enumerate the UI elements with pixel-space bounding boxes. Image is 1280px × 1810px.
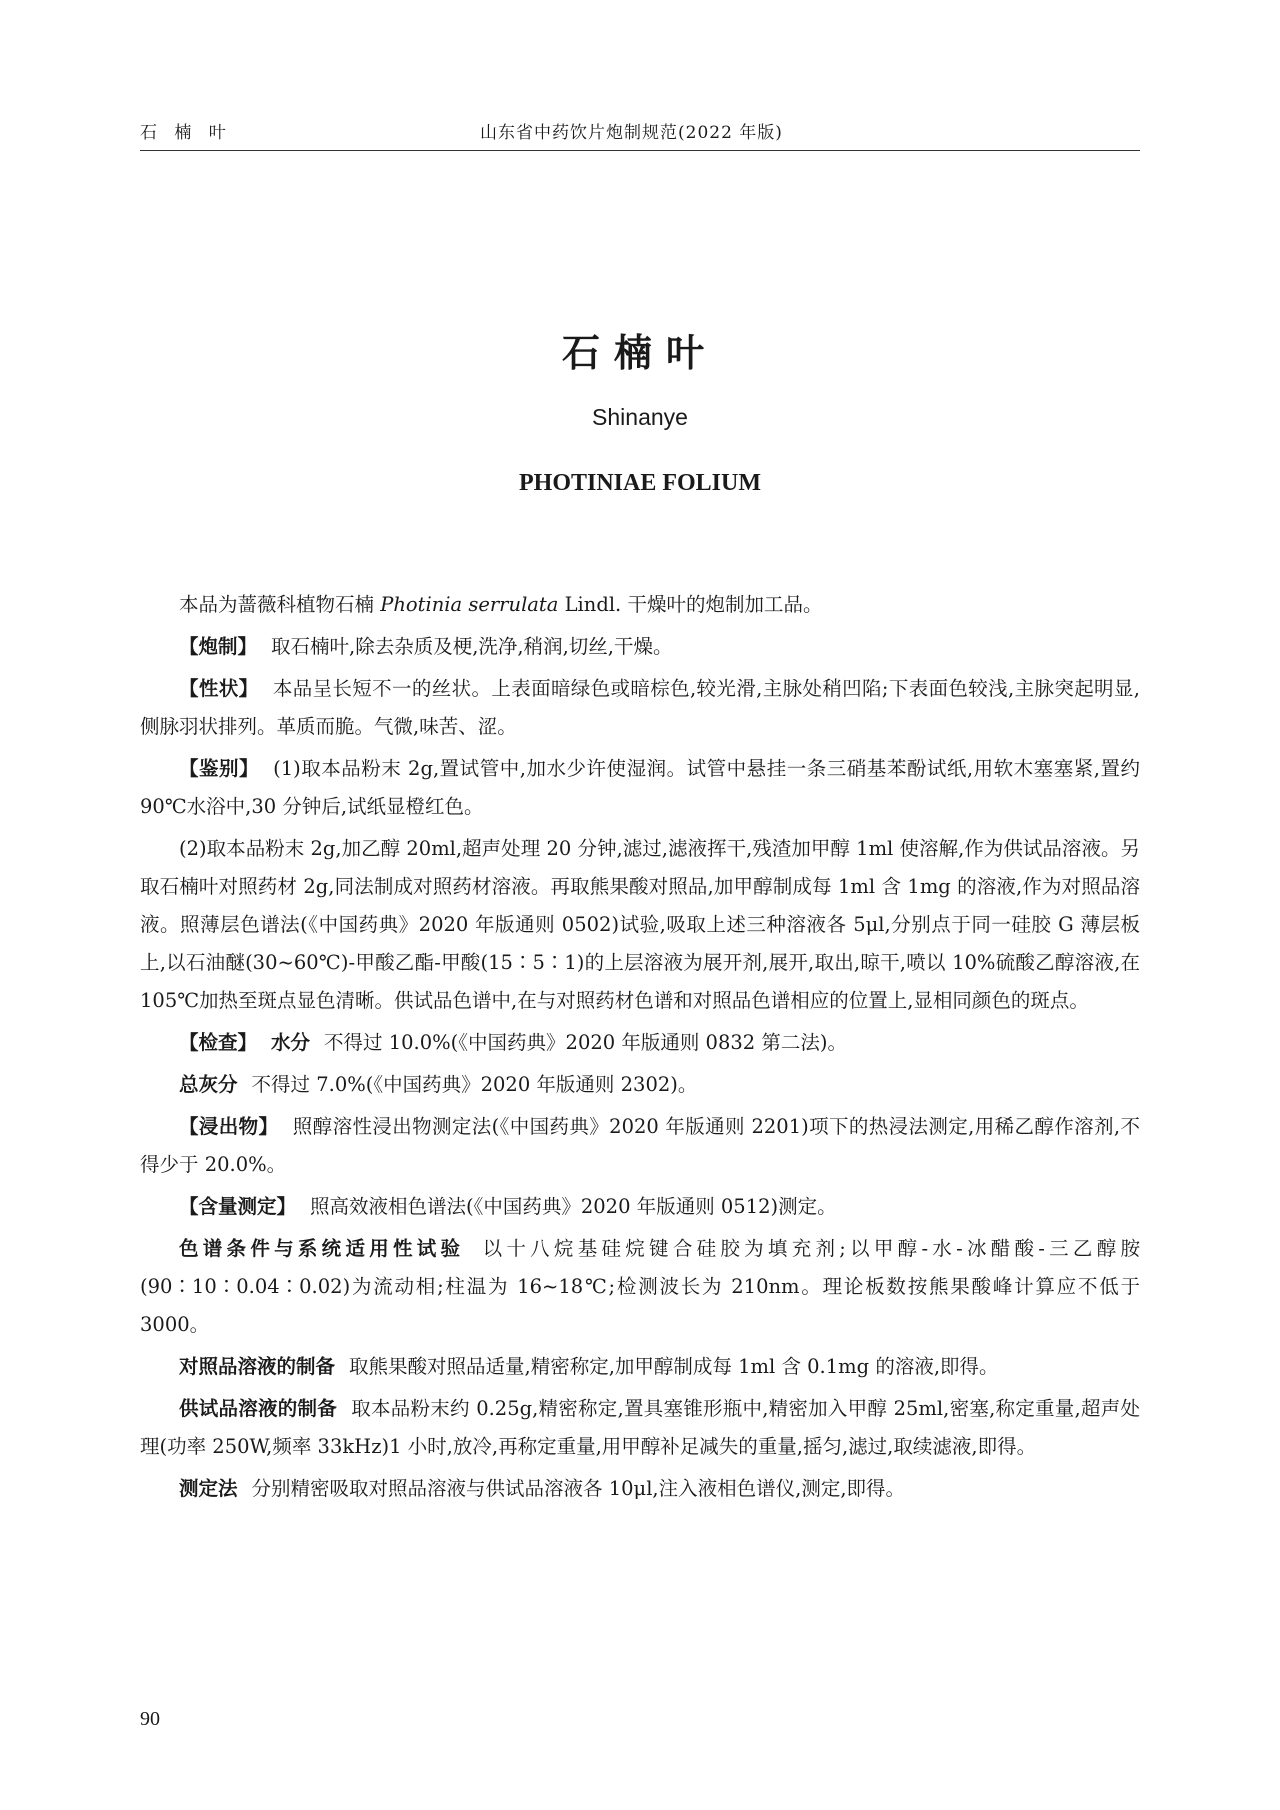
intro-paragraph: [140, 586, 1140, 624]
processing-text: 取石楠叶,除去杂质及梗,洗净,稍润,切丝,干燥。: [271, 635, 673, 658]
characters-label: 【性状】: [179, 677, 259, 700]
intro-text-before: 本品为蔷薇科植物石楠: [179, 593, 381, 616]
assay-text: 照高效液相色谱法(《中国药典》2020 年版通则 0512)测定。: [310, 1195, 837, 1218]
reference-solution-section: [140, 1348, 1140, 1386]
processing-label: 【炮制】: [179, 635, 258, 658]
assay-label: 【含量测定】: [179, 1195, 297, 1218]
running-header: [140, 112, 1140, 148]
identification-text-1: (1)取本品粉末 2g,置试管中,加水少许使湿润。试管中悬挂一条三硝基苯酚试纸,用软木塞塞紧,置约 90℃水浴中,30 分钟后,试纸显橙红色。: [140, 757, 1140, 818]
method-label: 测定法: [179, 1477, 238, 1500]
page-number: 90: [140, 1708, 160, 1730]
header-book-title: 山东省中药饮片炮制规范(2022 年版): [480, 123, 783, 143]
assay-section: [140, 1188, 1140, 1226]
moisture-label: 水分: [271, 1031, 311, 1054]
processing-section: [140, 628, 1140, 666]
monograph-title: 石楠叶: [561, 331, 718, 375]
test-solution-section: [140, 1390, 1140, 1466]
monograph-pinyin: Shinanye: [592, 404, 688, 430]
intro-text-after: Lindl. 干燥叶的炮制加工品。: [558, 593, 823, 616]
extract-text: 照醇溶性浸出物测定法(《中国药典》2020 年版通则 2201)项下的热浸法测定,用稀乙醇作溶剂,不得少于 20.0%。: [140, 1115, 1140, 1176]
identification-section-2: [140, 830, 1140, 1020]
chromatography-label: 色谱条件与系统适用性试验: [179, 1237, 465, 1260]
extract-section: [140, 1108, 1140, 1184]
total-ash-text: 不得过 7.0%(《中国药典》2020 年版通则 2302)。: [251, 1073, 698, 1096]
species-latin-name: Photinia serrulata: [380, 593, 559, 616]
identification-label: 【鉴别】: [179, 757, 260, 780]
test-solution-text: 取本品粉末约 0.25g,精密称定,置具塞锥形瓶中,精密加入甲醇 25ml,密塞,称定重量,超声处理(功率 250W,频率 33kHz)1 小时,放冷,再称定重量,用甲醇补足减失的重量,摇匀,滤过,取续滤液,即得。: [140, 1397, 1140, 1458]
test-solution-label: 供试品溶液的制备: [179, 1397, 337, 1420]
method-section: [140, 1470, 1140, 1508]
characters-text: 本品呈长短不一的丝状。上表面暗绿色或暗棕色,较光滑,主脉处稍凹陷;下表面色较浅,主脉突起明显,侧脉羽状排列。革质而脆。气微,味苦、涩。: [140, 677, 1140, 738]
total-ash-label: 总灰分: [179, 1073, 238, 1096]
monograph-latin-name: PHOTINIAE FOLIUM: [518, 470, 761, 496]
moisture-text: 不得过 10.0%(《中国药典》2020 年版通则 0832 第二法)。: [324, 1031, 847, 1054]
ash-section: [140, 1066, 1140, 1104]
chromatography-text: 以十八烷基硅烷键合硅胶为填充剂;以甲醇-水-冰醋酸-三乙醇胺(90∶10∶0.04∶0.02)为流动相;柱温为 16~18℃;检测波长为 210nm。理论板数按熊果酸峰计算应不低于 3000。: [140, 1237, 1140, 1336]
inspection-label: 【检查】: [179, 1031, 258, 1054]
method-text: 分别精密吸取对照品溶液与供试品溶液各 10μl,注入液相色谱仪,测定,即得。: [251, 1477, 906, 1500]
header-herb-name: 石 楠 叶: [140, 123, 232, 143]
extract-label: 【浸出物】: [179, 1115, 279, 1138]
monograph-body: [140, 586, 1140, 1512]
inspection-section: [140, 1024, 1140, 1062]
identification-text-2: (2)取本品粉末 2g,加乙醇 20ml,超声处理 20 分钟,滤过,滤液挥干,残渣加甲醇 1ml 使溶解,作为供试品溶液。另取石楠叶对照药材 2g,同法制成对照药材溶液。再取熊果酸对照品,加甲醇制成每 1ml 含 1mg 的溶液,作为对照品溶液。照薄层色谱法(《中国药典》2020 年版通则 0502)试验,吸取上述三种溶液各 5μl,分别点于同一硅胶 G 薄层板上,以石油醚(30~60℃)-甲酸乙酯-甲酸(15∶5∶1)的上层溶液为展开剂,展开,取出,晾干,喷以 10%硫酸乙醇溶液,在 105℃加热至斑点显色清晰。供试品色谱中,在与对照药材色谱和对照品色谱相应的位置上,显相同颜色的斑点。: [140, 837, 1140, 1012]
header-divider: [140, 150, 1140, 151]
characters-section: [140, 670, 1140, 746]
identification-section: [140, 750, 1140, 826]
reference-solution-text: 取熊果酸对照品适量,精密称定,加甲醇制成每 1ml 含 0.1mg 的溶液,即得。: [349, 1355, 999, 1378]
reference-solution-label: 对照品溶液的制备: [179, 1355, 336, 1378]
chromatography-section: [140, 1230, 1140, 1344]
